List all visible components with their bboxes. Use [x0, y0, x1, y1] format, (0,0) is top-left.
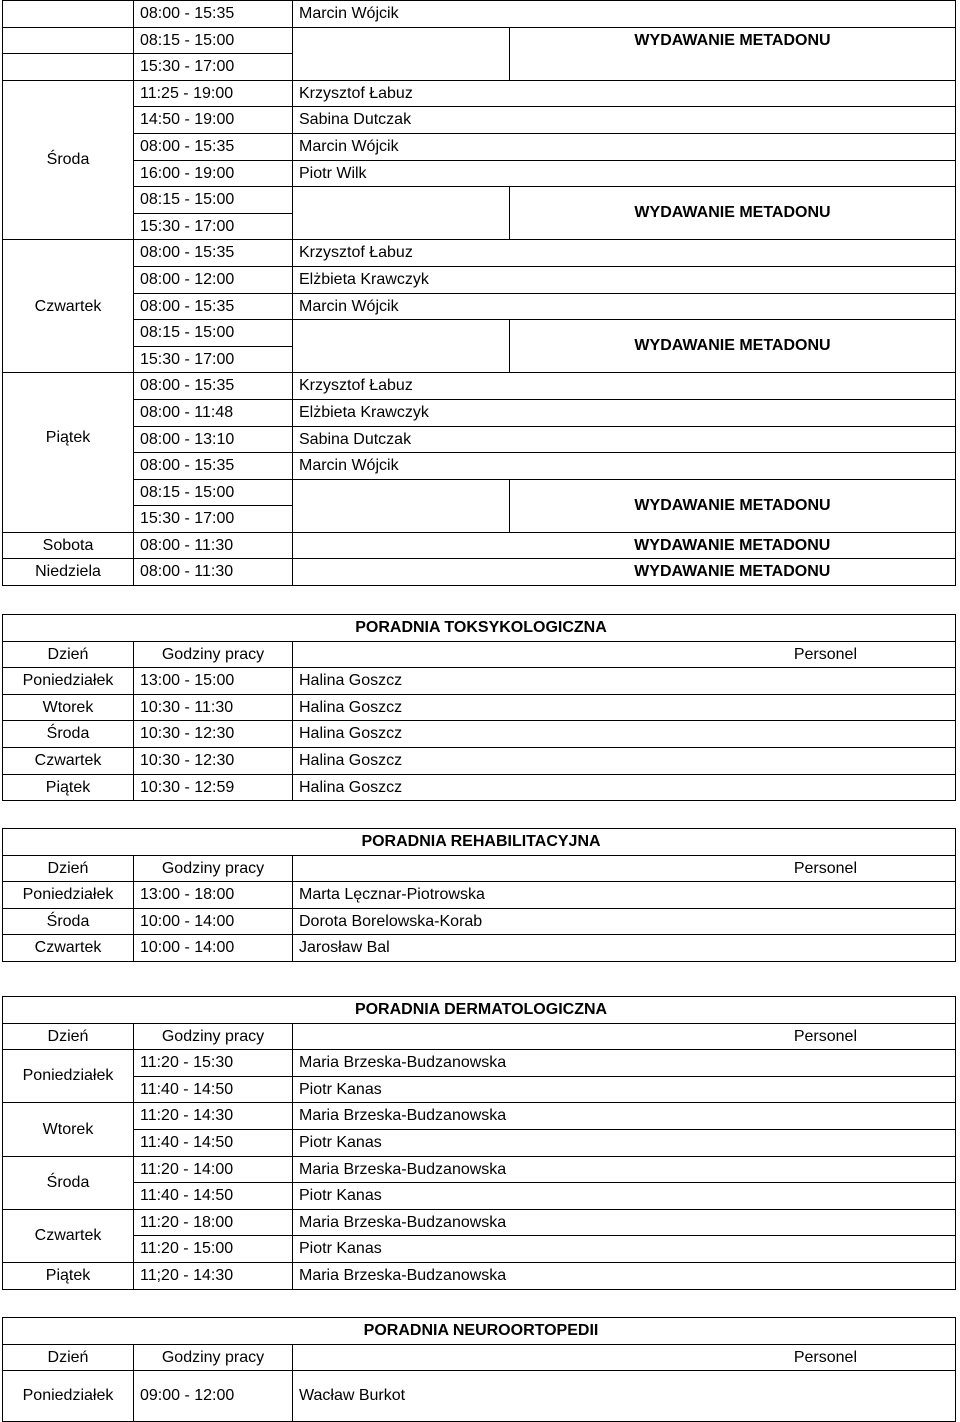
day-cell: Piątek — [3, 373, 134, 533]
hours-cell: 08:00 - 15:35 — [134, 133, 293, 160]
hours-cell: 11:40 - 14:50 — [134, 1076, 293, 1103]
day-cell: Poniedziałek — [3, 1050, 134, 1103]
table-row — [3, 160, 956, 187]
table-row — [3, 27, 956, 54]
hours-cell: 08:00 - 15:35 — [134, 373, 293, 400]
person-cell: Piotr Wilk — [293, 160, 510, 187]
section-title: PORADNIA TOKSYKOLOGICZNA — [3, 615, 956, 642]
hours-cell: 11;20 - 14:30 — [134, 1262, 293, 1289]
table-row — [3, 479, 956, 506]
hours-cell: 15:30 - 17:00 — [134, 213, 293, 240]
table-row — [3, 908, 956, 935]
hours-cell: 08:15 - 15:00 — [134, 479, 293, 506]
day-cell — [3, 27, 134, 54]
hours-cell: 11:20 - 14:00 — [134, 1156, 293, 1183]
hours-cell: 08:00 - 15:35 — [134, 453, 293, 480]
section-title: PORADNIA REHABILITACYJNA — [3, 829, 956, 856]
person-cell: Maria Brzeska-Budzanowska — [293, 1103, 510, 1130]
table-row — [3, 373, 956, 400]
hours-cell: 09:00 - 12:00 — [134, 1371, 293, 1422]
section-title-row — [3, 1318, 956, 1345]
table-row — [3, 320, 956, 347]
blank-cell — [510, 107, 956, 134]
blank-cell — [510, 1371, 956, 1422]
hours-cell: 11:20 - 18:00 — [134, 1209, 293, 1236]
header-hours: Godziny pracy — [134, 855, 293, 882]
table-row — [3, 399, 956, 426]
day-cell: Poniedziałek — [3, 668, 134, 695]
day-cell: Środa — [3, 1156, 134, 1209]
blank-cell — [510, 240, 956, 267]
hours-cell: 11:20 - 14:30 — [134, 1103, 293, 1130]
section-title-row — [3, 829, 956, 856]
blank-cell — [510, 293, 956, 320]
hours-cell: 08:00 - 11:48 — [134, 399, 293, 426]
table-row — [3, 1236, 956, 1263]
blank-cell — [510, 453, 956, 480]
day-cell — [3, 1, 134, 28]
person-cell: Marta Lęcznar-Piotrowska — [293, 882, 510, 909]
person-cell — [293, 479, 510, 532]
table-row — [3, 882, 956, 909]
table-row — [3, 266, 956, 293]
blank-cell — [510, 1, 956, 28]
rehabilitacyjna-table — [2, 828, 956, 962]
hours-cell: 11:40 - 14:50 — [134, 1183, 293, 1210]
header-personel: Personel — [293, 1023, 956, 1050]
day-cell: Piątek — [3, 774, 134, 801]
person-cell: Piotr Kanas — [293, 1236, 510, 1263]
day-cell: Środa — [3, 908, 134, 935]
blank-cell — [510, 774, 956, 801]
blank-cell — [510, 266, 956, 293]
toksykologiczna-table — [2, 614, 956, 801]
dermatologiczna-table — [2, 996, 956, 1290]
table-row — [3, 668, 956, 695]
person-cell: Maria Brzeska-Budzanowska — [293, 1262, 510, 1289]
day-cell: Wtorek — [3, 694, 134, 721]
table-row — [3, 133, 956, 160]
blank-cell — [510, 373, 956, 400]
table-row — [3, 240, 956, 267]
day-cell: Niedziela — [3, 559, 134, 586]
hours-cell: 08:15 - 15:00 — [134, 320, 293, 347]
table-row — [3, 1050, 956, 1077]
person-cell: Marcin Wójcik — [293, 1, 510, 28]
table-row — [3, 694, 956, 721]
hours-cell: 10:00 - 14:00 — [134, 908, 293, 935]
person-cell: Halina Goszcz — [293, 721, 510, 748]
metadon-label: WYDAWANIE METADONU — [510, 320, 956, 373]
person-cell: Wacław Burkot — [293, 1371, 510, 1422]
blank-cell — [510, 160, 956, 187]
person-cell: Elżbieta Krawczyk — [293, 399, 510, 426]
blank-cell — [510, 721, 956, 748]
table-row — [3, 747, 956, 774]
header-day: Dzień — [3, 641, 134, 668]
hours-cell: 11:25 - 19:00 — [134, 80, 293, 107]
table-row — [3, 1183, 956, 1210]
hours-cell: 15:30 - 17:00 — [134, 54, 293, 81]
hours-cell: 08:00 - 15:35 — [134, 293, 293, 320]
table-row — [3, 559, 956, 586]
person-cell — [293, 320, 510, 373]
day-cell: Czwartek — [3, 1209, 134, 1262]
blank-cell — [510, 935, 956, 962]
header-hours: Godziny pracy — [134, 1023, 293, 1050]
day-cell: Piątek — [3, 1262, 134, 1289]
person-cell: Halina Goszcz — [293, 774, 510, 801]
header-row — [3, 1344, 956, 1371]
blank-cell — [510, 1129, 956, 1156]
hours-cell: 16:00 - 19:00 — [134, 160, 293, 187]
blank-cell — [510, 80, 956, 107]
hours-cell: 10:30 - 12:30 — [134, 747, 293, 774]
person-cell: Marcin Wójcik — [293, 133, 510, 160]
table-row — [3, 107, 956, 134]
person-cell: Maria Brzeska-Budzanowska — [293, 1050, 510, 1077]
hours-cell: 08:00 - 12:00 — [134, 266, 293, 293]
person-cell: Maria Brzeska-Budzanowska — [293, 1209, 510, 1236]
metadon-label: WYDAWANIE METADONU — [510, 479, 956, 532]
person-cell: Piotr Kanas — [293, 1129, 510, 1156]
blank-cell — [510, 908, 956, 935]
hours-cell: 08:15 - 15:00 — [134, 27, 293, 54]
hours-cell: 08:00 - 13:10 — [134, 426, 293, 453]
table-row — [3, 80, 956, 107]
hours-cell: 08:15 - 15:00 — [134, 187, 293, 214]
table-row — [3, 293, 956, 320]
person-cell: Krzysztof Łabuz — [293, 373, 510, 400]
neuroortopedii-table — [2, 1317, 956, 1422]
blank-cell — [510, 1209, 956, 1236]
blank-cell — [510, 694, 956, 721]
table-row — [3, 1156, 956, 1183]
hours-cell: 11:20 - 15:30 — [134, 1050, 293, 1077]
hours-cell: 08:00 - 11:30 — [134, 559, 293, 586]
metadon-label: WYDAWANIE METADONU — [510, 187, 956, 240]
table-row — [3, 1103, 956, 1130]
day-cell: Poniedziałek — [3, 882, 134, 909]
blank-cell — [510, 1050, 956, 1077]
table-row — [3, 1371, 956, 1422]
blank-cell — [510, 1156, 956, 1183]
day-cell — [3, 54, 134, 81]
table-row — [3, 532, 956, 559]
table-row — [3, 774, 956, 801]
day-cell: Środa — [3, 80, 134, 240]
blank-cell — [510, 133, 956, 160]
person-cell: Krzysztof Łabuz — [293, 240, 510, 267]
person-cell — [293, 532, 510, 559]
header-row — [3, 855, 956, 882]
blank-cell — [510, 1262, 956, 1289]
schedule-top-table — [2, 0, 956, 586]
blank-cell — [510, 399, 956, 426]
blank-cell — [510, 1103, 956, 1130]
person-cell: Sabina Dutczak — [293, 107, 510, 134]
person-cell: Marcin Wójcik — [293, 453, 510, 480]
header-row — [3, 641, 956, 668]
hours-cell: 10:30 - 11:30 — [134, 694, 293, 721]
hours-cell: 15:30 - 17:00 — [134, 506, 293, 533]
section-title-row — [3, 615, 956, 642]
header-personel: Personel — [293, 855, 956, 882]
person-cell: Jarosław Bal — [293, 935, 510, 962]
header-day: Dzień — [3, 1344, 134, 1371]
hours-cell: 08:00 - 15:35 — [134, 240, 293, 267]
header-day: Dzień — [3, 1023, 134, 1050]
hours-cell: 14:50 - 19:00 — [134, 107, 293, 134]
person-cell: Maria Brzeska-Budzanowska — [293, 1156, 510, 1183]
blank-cell — [510, 882, 956, 909]
blank-cell — [510, 1076, 956, 1103]
hours-cell: 08:00 - 15:35 — [134, 1, 293, 28]
person-cell: Halina Goszcz — [293, 668, 510, 695]
metadon-label: WYDAWANIE METADONU — [510, 532, 956, 559]
day-cell: Poniedziałek — [3, 1371, 134, 1422]
person-cell: Halina Goszcz — [293, 747, 510, 774]
person-cell: Piotr Kanas — [293, 1076, 510, 1103]
hours-cell: 10:00 - 14:00 — [134, 935, 293, 962]
hours-cell: 13:00 - 18:00 — [134, 882, 293, 909]
person-cell: Piotr Kanas — [293, 1183, 510, 1210]
table-row — [3, 721, 956, 748]
hours-cell: 08:00 - 11:30 — [134, 532, 293, 559]
person-cell: Marcin Wójcik — [293, 293, 510, 320]
hours-cell: 11:20 - 15:00 — [134, 1236, 293, 1263]
table-row — [3, 1262, 956, 1289]
table-row — [3, 1209, 956, 1236]
person-cell — [293, 27, 510, 80]
header-hours: Godziny pracy — [134, 641, 293, 668]
person-cell — [293, 187, 510, 240]
blank-cell — [510, 1183, 956, 1210]
hours-cell: 13:00 - 15:00 — [134, 668, 293, 695]
person-cell: Elżbieta Krawczyk — [293, 266, 510, 293]
header-row — [3, 1023, 956, 1050]
table-row — [3, 426, 956, 453]
table-row — [3, 935, 956, 962]
section-title: PORADNIA NEUROORTOPEDII — [3, 1318, 956, 1345]
day-cell: Czwartek — [3, 935, 134, 962]
day-cell: Czwartek — [3, 240, 134, 373]
table-row — [3, 453, 956, 480]
section-title-row — [3, 997, 956, 1024]
hours-cell: 10:30 - 12:59 — [134, 774, 293, 801]
header-personel: Personel — [293, 1344, 956, 1371]
hours-cell: 15:30 - 17:00 — [134, 346, 293, 373]
hours-cell: 11:40 - 14:50 — [134, 1129, 293, 1156]
metadon-label: WYDAWANIE METADONU — [510, 559, 956, 586]
table-row — [3, 187, 956, 214]
day-cell: Wtorek — [3, 1103, 134, 1156]
header-personel: Personel — [293, 641, 956, 668]
person-cell: Krzysztof Łabuz — [293, 80, 510, 107]
blank-cell — [510, 426, 956, 453]
table-row — [3, 1129, 956, 1156]
day-cell: Sobota — [3, 532, 134, 559]
table-row — [3, 1076, 956, 1103]
person-cell: Halina Goszcz — [293, 694, 510, 721]
metadon-label: WYDAWANIE METADONU — [510, 27, 956, 80]
person-cell — [293, 559, 510, 586]
blank-cell — [510, 1236, 956, 1263]
person-cell: Sabina Dutczak — [293, 426, 510, 453]
header-hours: Godziny pracy — [134, 1344, 293, 1371]
hours-cell: 10:30 - 12:30 — [134, 721, 293, 748]
section-title: PORADNIA DERMATOLOGICZNA — [3, 997, 956, 1024]
table-row — [3, 1, 956, 28]
day-cell: Środa — [3, 721, 134, 748]
person-cell: Dorota Borelowska-Korab — [293, 908, 510, 935]
blank-cell — [510, 747, 956, 774]
blank-cell — [510, 668, 956, 695]
day-cell: Czwartek — [3, 747, 134, 774]
header-day: Dzień — [3, 855, 134, 882]
